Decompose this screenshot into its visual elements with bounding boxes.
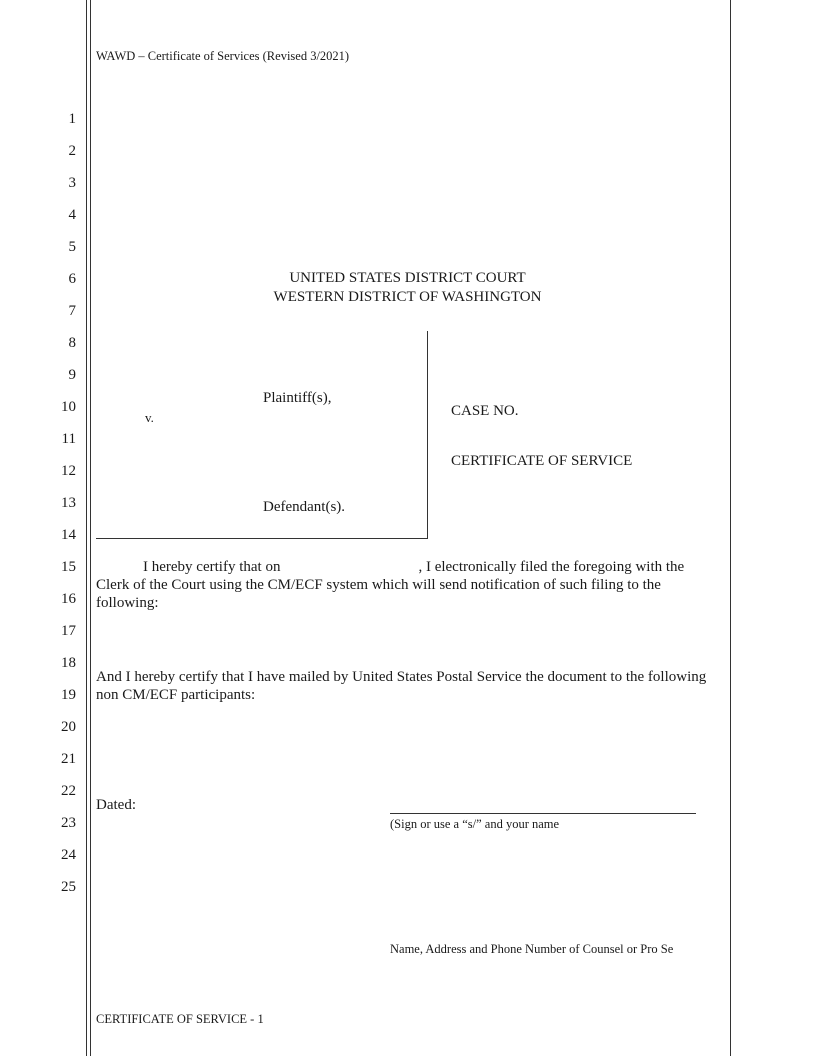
line-number: 18 — [61, 655, 76, 671]
case-number-label: CASE NO. — [451, 403, 519, 419]
line-number: 13 — [61, 495, 76, 511]
line-number: 17 — [61, 623, 76, 639]
court-district: WESTERN DISTRICT OF WASHINGTON — [273, 289, 542, 305]
mail-certification-paragraph: And I hereby certify that I have mailed by United States Postal Service the document to the following non CM/ECF participants: — [96, 669, 707, 703]
dated-label: Dated: — [96, 797, 136, 813]
line-number: 20 — [61, 719, 76, 735]
line-number: 4 — [68, 207, 76, 223]
line-number: 8 — [68, 335, 76, 351]
line-number: 22 — [61, 783, 76, 799]
line-number: 15 — [61, 559, 76, 575]
signature-instruction: (Sign or use a “s/” and your name — [390, 817, 560, 831]
versus-label: v. — [145, 410, 154, 425]
signature-line[interactable] — [390, 813, 696, 814]
line-number: 6 — [68, 271, 76, 287]
line-number: 10 — [61, 399, 76, 415]
page-footer: CERTIFICATE OF SERVICE - 1 — [96, 1012, 264, 1026]
line-number: 23 — [61, 815, 76, 831]
line-number: 19 — [61, 687, 76, 703]
line-number: 9 — [68, 367, 76, 383]
line-number: 16 — [61, 591, 76, 607]
caption-divider-vertical — [427, 331, 428, 539]
court-name: UNITED STATES DISTRICT COURT — [289, 270, 526, 286]
caption-divider-horizontal — [96, 538, 428, 539]
line-number: 5 — [68, 239, 76, 255]
plaintiff-label: Plaintiff(s), — [263, 390, 332, 406]
line-number: 24 — [61, 847, 76, 863]
ecf-certification-lead: I hereby certify that on — [143, 559, 281, 575]
line-number: 11 — [61, 431, 76, 447]
line-number: 2 — [68, 143, 76, 159]
left-margin-rule-inner — [90, 0, 91, 1056]
right-margin-rule — [730, 0, 731, 1056]
ecf-certification-rest: , I electronically filed the foregoing with the Clerk of the Court using the CM/ECF system which will send notification of such filing to the following: — [96, 559, 685, 611]
form-revision-header: WAWD – Certificate of Services (Revised 3/2021) — [96, 49, 350, 63]
ecf-certification-paragraph — [96, 558, 721, 612]
line-number: 14 — [61, 527, 76, 543]
document-title: CERTIFICATE OF SERVICE — [451, 453, 633, 469]
counsel-contact-label: Name, Address and Phone Number of Counsel or Pro Se — [390, 942, 674, 956]
left-margin-rule-outer — [86, 0, 87, 1056]
line-number: 12 — [61, 463, 76, 479]
line-number: 7 — [68, 303, 76, 319]
line-number: 3 — [68, 175, 76, 191]
line-number: 21 — [61, 751, 76, 767]
line-number: 25 — [61, 879, 76, 895]
line-number: 1 — [68, 111, 76, 127]
defendant-label: Defendant(s). — [263, 499, 346, 515]
